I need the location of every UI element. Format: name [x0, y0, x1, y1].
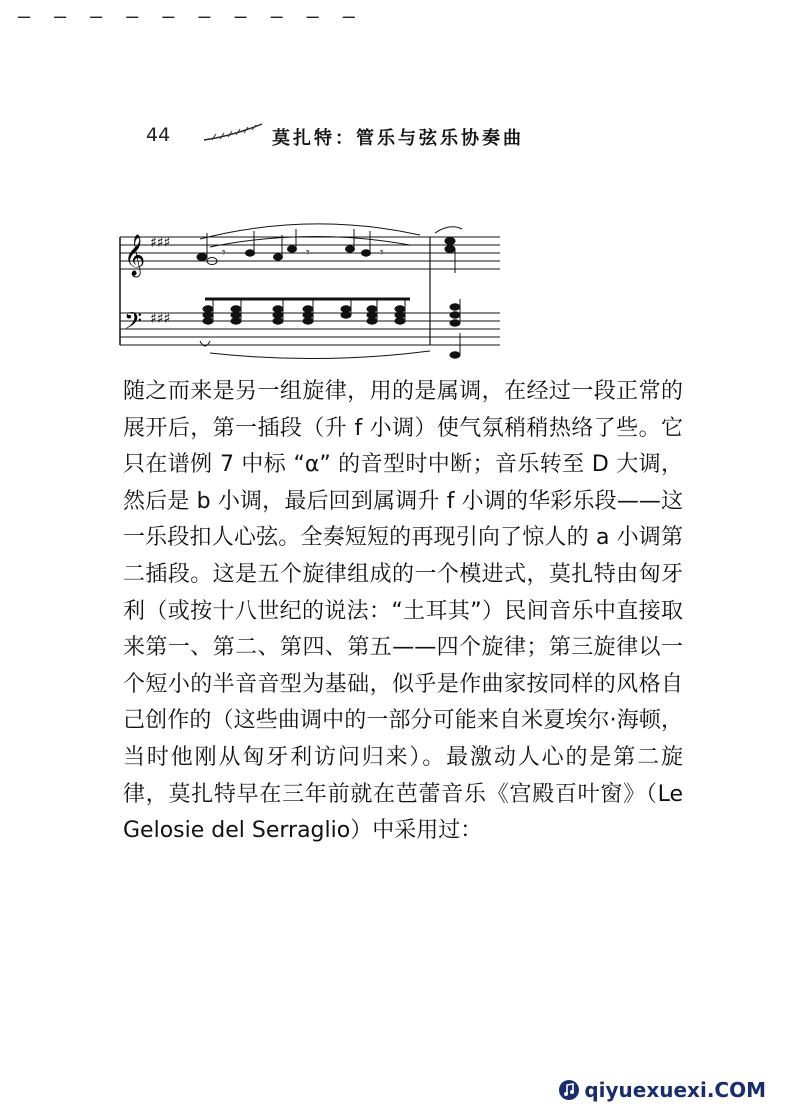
- feather-ornament-icon: [202, 122, 264, 144]
- watermark-text: qiyuexuexi.COM: [584, 1078, 766, 1102]
- treble-staff: [120, 237, 500, 269]
- page-number: 44: [146, 124, 171, 146]
- svg-text:𝄾: 𝄾: [222, 245, 226, 261]
- top-dash-marks: — — — — — — — — — —: [18, 4, 361, 28]
- score-excerpt: [110, 215, 530, 365]
- bass-clef-icon: 𝄢: [124, 307, 143, 340]
- treble-clef-icon: 𝄞: [124, 235, 146, 276]
- music-note-logo-icon: [558, 1079, 580, 1101]
- bass-sharps-icon: ♯♯♯: [150, 311, 171, 327]
- svg-text:𝄾: 𝄾: [380, 245, 384, 261]
- svg-text:𝄾: 𝄾: [306, 245, 310, 261]
- running-title: 莫扎特：管乐与弦乐协奏曲: [272, 128, 524, 149]
- treble-notes: [197, 229, 455, 273]
- site-watermark[interactable]: [558, 1078, 766, 1102]
- body-paragraph: 随之而来是另一组旋律，用的是属调，在经过一段正常的展开后，第一插段（升 f 小调）使气氛稍稍热络了些。它只在谱例 7 中标 “α” 的音型时中断；音乐转至 D 大调，然后是 b 小调，最后回到属调升 f 小调的华彩乐段——这一乐段扣人心弦。全奏短短的再现引向了惊人的 a 小调第二插段。这是五个旋律组成的一个模进式，莫扎特由匈牙利（或按十八世纪的说法：“土耳其”）民间音乐中直接取来第一、第二、第四、第五——四个旋律；第三旋律以一个短小的半音音型为基础，似乎是作曲家按同样的风格自己创作的（这些曲调中的一部分可能来自米夏埃尔·海顿，当时他刚从匈牙利访问归来）。最激动人心的是第二旋律，莫扎特早在三年前就在芭蕾音乐《宫殿百叶窗》（Le Gelosie del Serraglio）中采用过：: [123, 379, 683, 844]
- treble-sharps-icon: ♯♯♯: [150, 235, 171, 251]
- page-header: [146, 122, 626, 162]
- slur-right: [435, 227, 462, 233]
